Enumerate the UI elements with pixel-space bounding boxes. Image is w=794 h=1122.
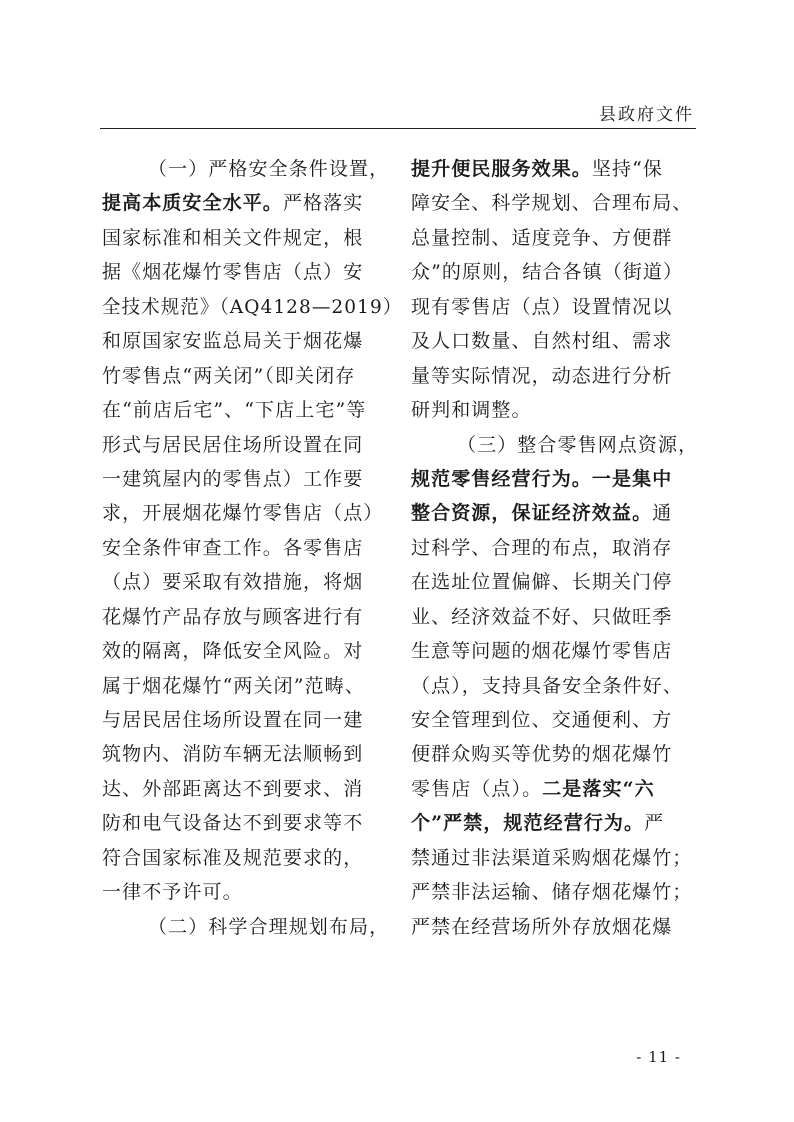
text-line [102, 428, 402, 462]
text-run: 达、外部距离达不到要求、消 [102, 777, 364, 800]
text-run: 研判和调整。 [411, 399, 532, 422]
text-run: 符合国家标准及规范要求的， [102, 846, 364, 869]
text-run: 安全管理到位、交通便利、方 [411, 709, 673, 731]
text-run: 总量控制、适度竞争、方便群 [411, 226, 673, 249]
text-line [102, 290, 403, 324]
text-run: 个”严禁，规范经营行为。 [411, 812, 645, 835]
text-run: 提高本质安全水平。 [102, 192, 283, 215]
text-line [411, 324, 711, 358]
text-line [411, 565, 711, 599]
text-line [411, 496, 711, 530]
text-run: 便群众购买等优势的烟花爆竹 [411, 743, 673, 766]
text-line [411, 462, 711, 496]
text-run: 整合资源，保证经济效益。 [411, 502, 653, 525]
header-rule [100, 128, 696, 129]
text-line [102, 669, 402, 703]
text-line [411, 806, 711, 840]
text-line [102, 324, 402, 358]
text-line [102, 875, 402, 909]
text-line [102, 531, 402, 565]
text-line [411, 669, 711, 703]
text-run: 在选址位置偏僻、长期关门停 [411, 571, 673, 594]
text-run: 业、经济效益不好、只做旺季 [411, 605, 673, 628]
text-run: 国家标准和相关文件规定，根 [102, 226, 364, 249]
text-line [102, 703, 402, 737]
text-line [411, 255, 711, 289]
text-line [102, 737, 402, 771]
text-run: 禁通过非法渠道采购烟花爆竹； [411, 846, 693, 869]
text-run: 求，开展烟花爆竹零售店（点） [102, 502, 384, 525]
text-line [411, 221, 711, 255]
page-number: - 11 - [636, 1048, 681, 1066]
text-run: 严格落实 [282, 192, 364, 215]
text-line [411, 634, 711, 668]
text-line [102, 359, 402, 393]
text-run: 过科学、合理的布点，取消存 [411, 536, 673, 559]
text-line [411, 600, 711, 634]
text-line [411, 393, 711, 427]
text-run: 安全条件审查工作。各零售店 [102, 536, 364, 559]
text-run: 量等实际情况，动态进行分析 [411, 364, 673, 387]
text-line [411, 428, 711, 462]
text-line [102, 393, 402, 427]
text-run: 形式与居民居住场所设置在同 [102, 433, 364, 456]
text-run: （二）科学合理规划布局， [148, 915, 390, 938]
text-run: 障安全、科学规划、合理布局、 [411, 192, 693, 215]
text-run: 一建筑屋内的零售点）工作要 [102, 467, 364, 490]
text-run: 通 [652, 502, 673, 525]
text-run: 提升便民服务效果。 [411, 158, 592, 180]
text-run: 及人口数量、自然村组、需求 [411, 330, 673, 353]
text-line [411, 737, 711, 771]
text-line [102, 462, 402, 496]
text-run: 全技术规范》（AQ4128—2019） [102, 295, 403, 318]
text-line [411, 910, 711, 944]
text-run: 一是集中 [591, 467, 673, 490]
text-line [102, 152, 402, 186]
text-line [411, 186, 711, 220]
text-line [411, 841, 711, 875]
text-line [411, 875, 711, 909]
text-line [102, 496, 402, 530]
text-run: 二是落实“六 [542, 777, 655, 800]
text-run: 效的隔离，降低安全风险。对 [102, 640, 364, 663]
text-run: 据《烟花爆竹零售店（点）安 [102, 261, 364, 284]
text-run: 生意等问题的烟花爆竹零售店 [411, 640, 673, 663]
text-line [102, 772, 402, 806]
left-text-column [102, 152, 402, 944]
text-run: 众”的原则，结合各镇（街道） [411, 261, 684, 284]
running-header-title: 县政府文件 [599, 105, 694, 125]
text-line [411, 703, 711, 737]
text-run: 严禁在经营场所外存放烟花爆 [411, 915, 673, 938]
text-line [102, 910, 402, 944]
text-run: 在“前店后宅”、“下店上宅”等 [102, 399, 367, 422]
text-line [411, 152, 711, 186]
text-run: （点）要采取有效措施，将烟 [102, 571, 364, 594]
text-run: 防和电气设备达不到要求等不 [102, 812, 364, 835]
text-run: （三）整合零售网点资源， [457, 433, 699, 456]
text-line [102, 186, 402, 220]
text-line [411, 290, 711, 324]
text-run: 规范零售经营行为。 [411, 467, 592, 490]
text-run: 现有零售店（点）设置情况以 [411, 295, 673, 318]
text-line [102, 634, 402, 668]
text-line [102, 600, 402, 634]
text-run: （点），支持具备安全条件好、 [411, 674, 683, 697]
text-run: 竹零售点“两关闭”（即关闭存 [102, 364, 356, 387]
text-line [102, 255, 402, 289]
text-run: 零售店（点）。 [411, 777, 543, 800]
text-run: 严禁非法运输、储存烟花爆竹； [411, 881, 693, 904]
text-run: 坚持“保 [591, 158, 664, 180]
right-text-column [411, 152, 711, 944]
text-line [411, 359, 711, 393]
text-line [411, 772, 711, 806]
text-run: 和原国家安监总局关于烟花爆 [102, 330, 364, 353]
text-run: 属于烟花爆竹“两关闭”范畴、 [102, 674, 365, 697]
text-line [411, 531, 711, 565]
text-line [102, 221, 402, 255]
text-run: （一）严格安全条件设置， [148, 158, 390, 180]
text-line [102, 841, 402, 875]
text-run: 筑物内、消防车辆无法顺畅到 [102, 743, 364, 766]
text-run: 花爆竹产品存放与顾客进行有 [102, 605, 364, 628]
text-run: 一律不予许可。 [102, 881, 243, 904]
text-line [102, 565, 402, 599]
text-line [102, 806, 402, 840]
text-run: 严 [644, 812, 665, 835]
text-run: 与居民居住场所设置在同一建 [102, 709, 364, 731]
